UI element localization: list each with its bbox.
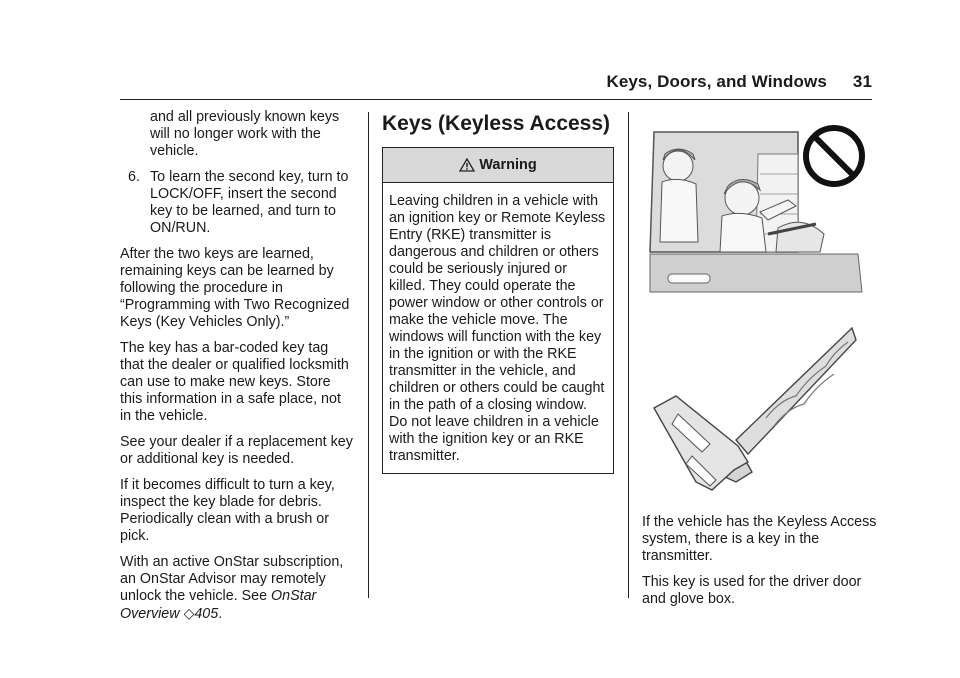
warning-title: Warning — [479, 156, 537, 173]
column-left — [120, 109, 356, 632]
children-in-vehicle-illustration — [648, 124, 866, 294]
warning-header — [383, 148, 613, 183]
paragraph: See your dealer if a replacement key or additional key is needed. — [120, 434, 353, 467]
step-text: To learn the second key, turn to LOCK/OFF, insert the second key to be learned, and turn to ON/RUN. — [150, 169, 349, 236]
header-rule — [120, 99, 872, 100]
paragraph: If the vehicle has the Keyless Access system, there is a key in the transmitter. — [642, 514, 877, 564]
warning-text: Leaving children in a vehicle with an ignition key or Remote Keyless Entry (RKE) transmitter is dangerous and children or others could be seriously injured or killed. They could operate the power window or other controls or make the vehicle move. The windows will function with the key in the ignition or with the RKE transmitter in the vehicle, and children or others could be caught in the path of a closing window. Do not leave children in a vehicle with the ignition key or an RKE transmitter. — [389, 193, 606, 464]
step-number: 6. — [128, 169, 140, 185]
continued-text: and all previously known keys will no longer work with the vehicle. — [150, 109, 340, 159]
paragraph: If it becomes difficult to turn a key, inspect the key blade for debris. Periodically clean with a brush or pick. — [120, 477, 335, 544]
column-divider-1 — [368, 112, 369, 598]
period: . — [218, 606, 223, 622]
column-right — [642, 514, 878, 617]
paragraph: After the two keys are learned, remaining keys can be learned by following the procedure in “Programming with Two Recognized Keys (Key Vehicles Only).” — [120, 246, 350, 330]
step-6 — [120, 169, 356, 237]
column-divider-2 — [628, 112, 629, 598]
onstar-overview-link[interactable]: OnStar Overview — [120, 588, 317, 622]
paragraph: The key has a bar-coded key tag that the dealer or qualified locksmith can use to make new keys. Store this information in a safe place, not in the vehicle. — [120, 340, 349, 424]
warning-box — [382, 147, 614, 474]
page-number: 31 — [852, 72, 872, 91]
warning-triangle-icon — [459, 158, 475, 172]
mechanical-key-illustration — [648, 322, 858, 497]
section-heading: Keys (Keyless Access) — [382, 112, 611, 135]
page-reference-number[interactable]: 405 — [194, 606, 219, 622]
page-reference-icon: ◇ — [183, 605, 195, 621]
column-middle — [382, 112, 614, 474]
paragraph: This key is used for the driver door and glove box. — [642, 574, 862, 607]
page-header — [606, 72, 872, 92]
onstar-text: With an active OnStar subscription, an OnStar Advisor may remotely unlock the vehicle. See — [120, 554, 344, 604]
prohibition-icon — [806, 128, 862, 184]
paragraph-onstar — [120, 554, 356, 623]
header-title: Keys, Doors, and Windows — [606, 72, 827, 91]
